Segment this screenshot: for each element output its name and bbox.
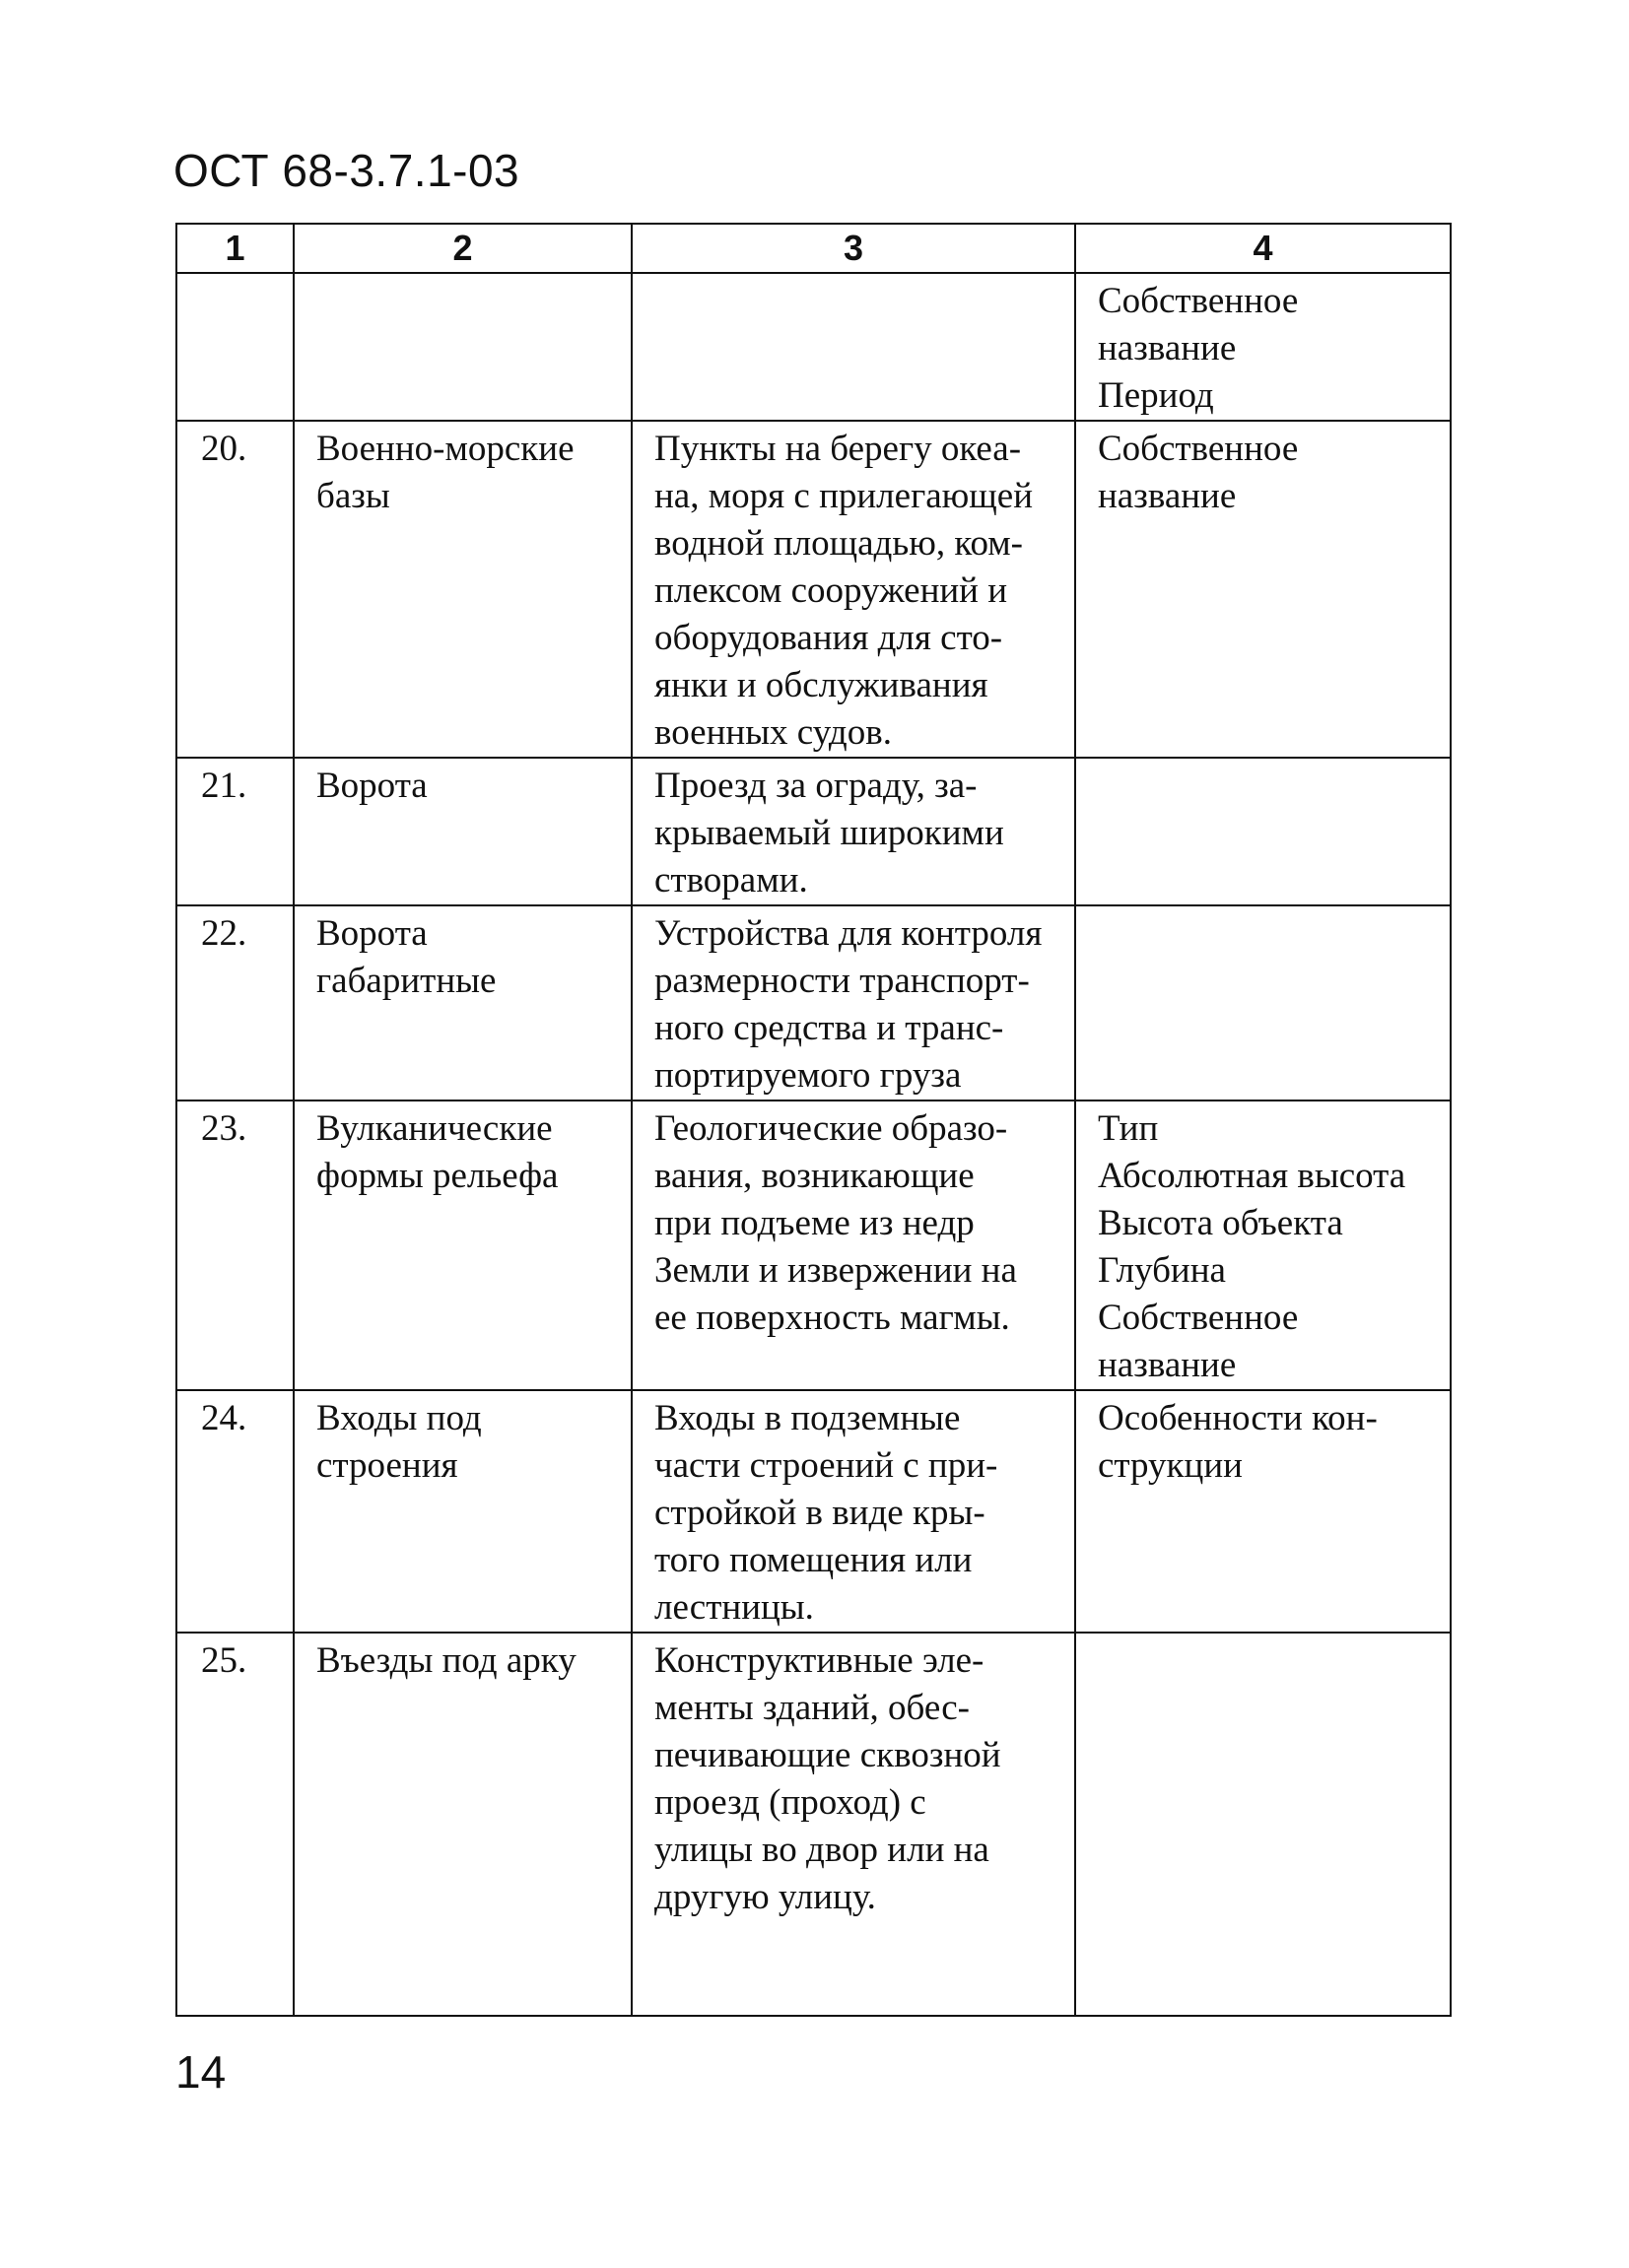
row-definition-line: ного средства и транс- xyxy=(654,1008,1004,1048)
row-definition-line: Конструктивные эле- xyxy=(654,1640,984,1681)
row-attributes-line: Собственное xyxy=(1098,281,1299,321)
table-row xyxy=(176,273,1451,421)
row-attributes-cell xyxy=(1075,1633,1451,2016)
row-name-cell xyxy=(294,1101,632,1390)
column-header-2: 2 xyxy=(294,224,632,273)
row-definition-line: улицы во двор или на xyxy=(654,1830,989,1870)
row-definition-line: Устройства для контроля xyxy=(654,913,1043,954)
row-definition-line: лестницы. xyxy=(654,1587,814,1628)
row-attributes-line: название xyxy=(1098,476,1237,516)
row-attributes-line: Собственное xyxy=(1098,429,1299,469)
row-name-line: формы рельефа xyxy=(316,1156,559,1196)
row-attributes-cell xyxy=(1075,758,1451,905)
row-definition-line: на, моря с прилегающей xyxy=(654,476,1034,516)
table-row xyxy=(176,1390,1451,1633)
row-attributes-line: название xyxy=(1098,1345,1237,1385)
row-definition-line: ее поверхность магмы. xyxy=(654,1298,1010,1338)
row-definition-line: печивающие сквозной xyxy=(654,1735,1001,1775)
row-attributes-cell xyxy=(1075,273,1451,421)
row-definition-line: вания, возникающие xyxy=(654,1156,975,1196)
row-number: 22. xyxy=(176,905,294,1101)
row-definition-line: янки и обслуживания xyxy=(654,665,988,705)
row-attributes-line: название xyxy=(1098,328,1237,368)
row-definition-line: проезд (проход) с xyxy=(654,1782,926,1823)
row-definition-line: портируемого груза xyxy=(654,1055,962,1096)
row-definition-line: стройкой в виде кры- xyxy=(654,1493,985,1533)
row-definition-cell xyxy=(632,1633,1075,2016)
row-attributes-line: Абсолютная высота xyxy=(1098,1156,1406,1196)
row-name-cell xyxy=(294,758,632,905)
row-definition-line: того помещения или xyxy=(654,1540,973,1580)
row-definition-line: плексом сооружений и xyxy=(654,570,1008,611)
column-header-3: 3 xyxy=(632,224,1075,273)
row-attributes-line: Собственное xyxy=(1098,1298,1299,1338)
row-definition-line: Проезд за ограду, за- xyxy=(654,766,978,806)
row-number: 20. xyxy=(176,421,294,758)
row-number xyxy=(176,273,294,421)
table-row xyxy=(176,1633,1451,2016)
row-definition-line: военных судов. xyxy=(654,712,892,753)
row-attributes-line: струкции xyxy=(1098,1445,1243,1486)
row-definition-cell xyxy=(632,905,1075,1101)
row-name-line: Военно-морские xyxy=(316,429,575,469)
row-name-line: базы xyxy=(316,476,390,516)
row-definition-line: части строений с при- xyxy=(654,1445,998,1486)
row-definition-line: Входы в подземные xyxy=(654,1398,961,1438)
row-attributes-line: Период xyxy=(1098,375,1214,416)
table-body xyxy=(176,273,1451,2016)
row-number: 23. xyxy=(176,1101,294,1390)
row-name-cell xyxy=(294,905,632,1101)
row-number: 21. xyxy=(176,758,294,905)
row-definition-cell xyxy=(632,758,1075,905)
row-name-cell xyxy=(294,273,632,421)
row-definition-line: Земли и извержении на xyxy=(654,1250,1017,1291)
row-definition-cell xyxy=(632,273,1075,421)
row-definition-line: водной площадью, ком- xyxy=(654,523,1023,564)
row-attributes-line: Тип xyxy=(1098,1108,1159,1149)
row-definition-cell xyxy=(632,421,1075,758)
row-name-line: Входы под xyxy=(316,1398,482,1438)
row-name-cell xyxy=(294,1390,632,1633)
row-definition-line: при подъеме из недр xyxy=(654,1203,975,1243)
row-definition-line: оборудования для сто- xyxy=(654,618,1003,658)
table-row xyxy=(176,905,1451,1101)
table-row xyxy=(176,421,1451,758)
column-header-4: 4 xyxy=(1075,224,1451,273)
document-code: ОСТ 68-3.7.1-03 xyxy=(173,145,520,196)
row-definition-cell xyxy=(632,1101,1075,1390)
row-number: 24. xyxy=(176,1390,294,1633)
row-attributes-line: Особенности кон- xyxy=(1098,1398,1378,1438)
row-attributes-line: Высота объекта xyxy=(1098,1203,1343,1243)
row-attributes-cell xyxy=(1075,1390,1451,1633)
row-definition-cell xyxy=(632,1390,1075,1633)
row-definition-line: крываемый широкими xyxy=(654,813,1004,853)
row-name-cell xyxy=(294,421,632,758)
row-name-line: Ворота xyxy=(316,913,428,954)
row-name-line: Ворота xyxy=(316,766,428,806)
row-definition-line: Геологические образо- xyxy=(654,1108,1008,1149)
table-header-row xyxy=(176,224,1451,273)
row-name-line: строения xyxy=(316,1445,458,1486)
page-number: 14 xyxy=(175,2046,227,2098)
row-definition-line: другую улицу. xyxy=(654,1877,876,1917)
row-attributes-cell xyxy=(1075,421,1451,758)
row-definition-line: размерности транспорт- xyxy=(654,961,1030,1001)
row-definition-line: менты зданий, обес- xyxy=(654,1688,970,1728)
row-name-line: габаритные xyxy=(316,961,497,1001)
row-attributes-line: Глубина xyxy=(1098,1250,1226,1291)
row-definition-line: Пункты на берегу океа- xyxy=(654,429,1022,469)
row-name-line: Въезды под арку xyxy=(316,1640,577,1681)
table-row xyxy=(176,758,1451,905)
row-attributes-cell xyxy=(1075,1101,1451,1390)
row-definition-line: створами. xyxy=(654,860,808,901)
row-number: 25. xyxy=(176,1633,294,2016)
row-name-line: Вулканические xyxy=(316,1108,553,1149)
row-attributes-cell xyxy=(1075,905,1451,1101)
column-header-1: 1 xyxy=(176,224,294,273)
terms-table xyxy=(175,223,1452,2017)
table-row xyxy=(176,1101,1451,1390)
row-name-cell xyxy=(294,1633,632,2016)
